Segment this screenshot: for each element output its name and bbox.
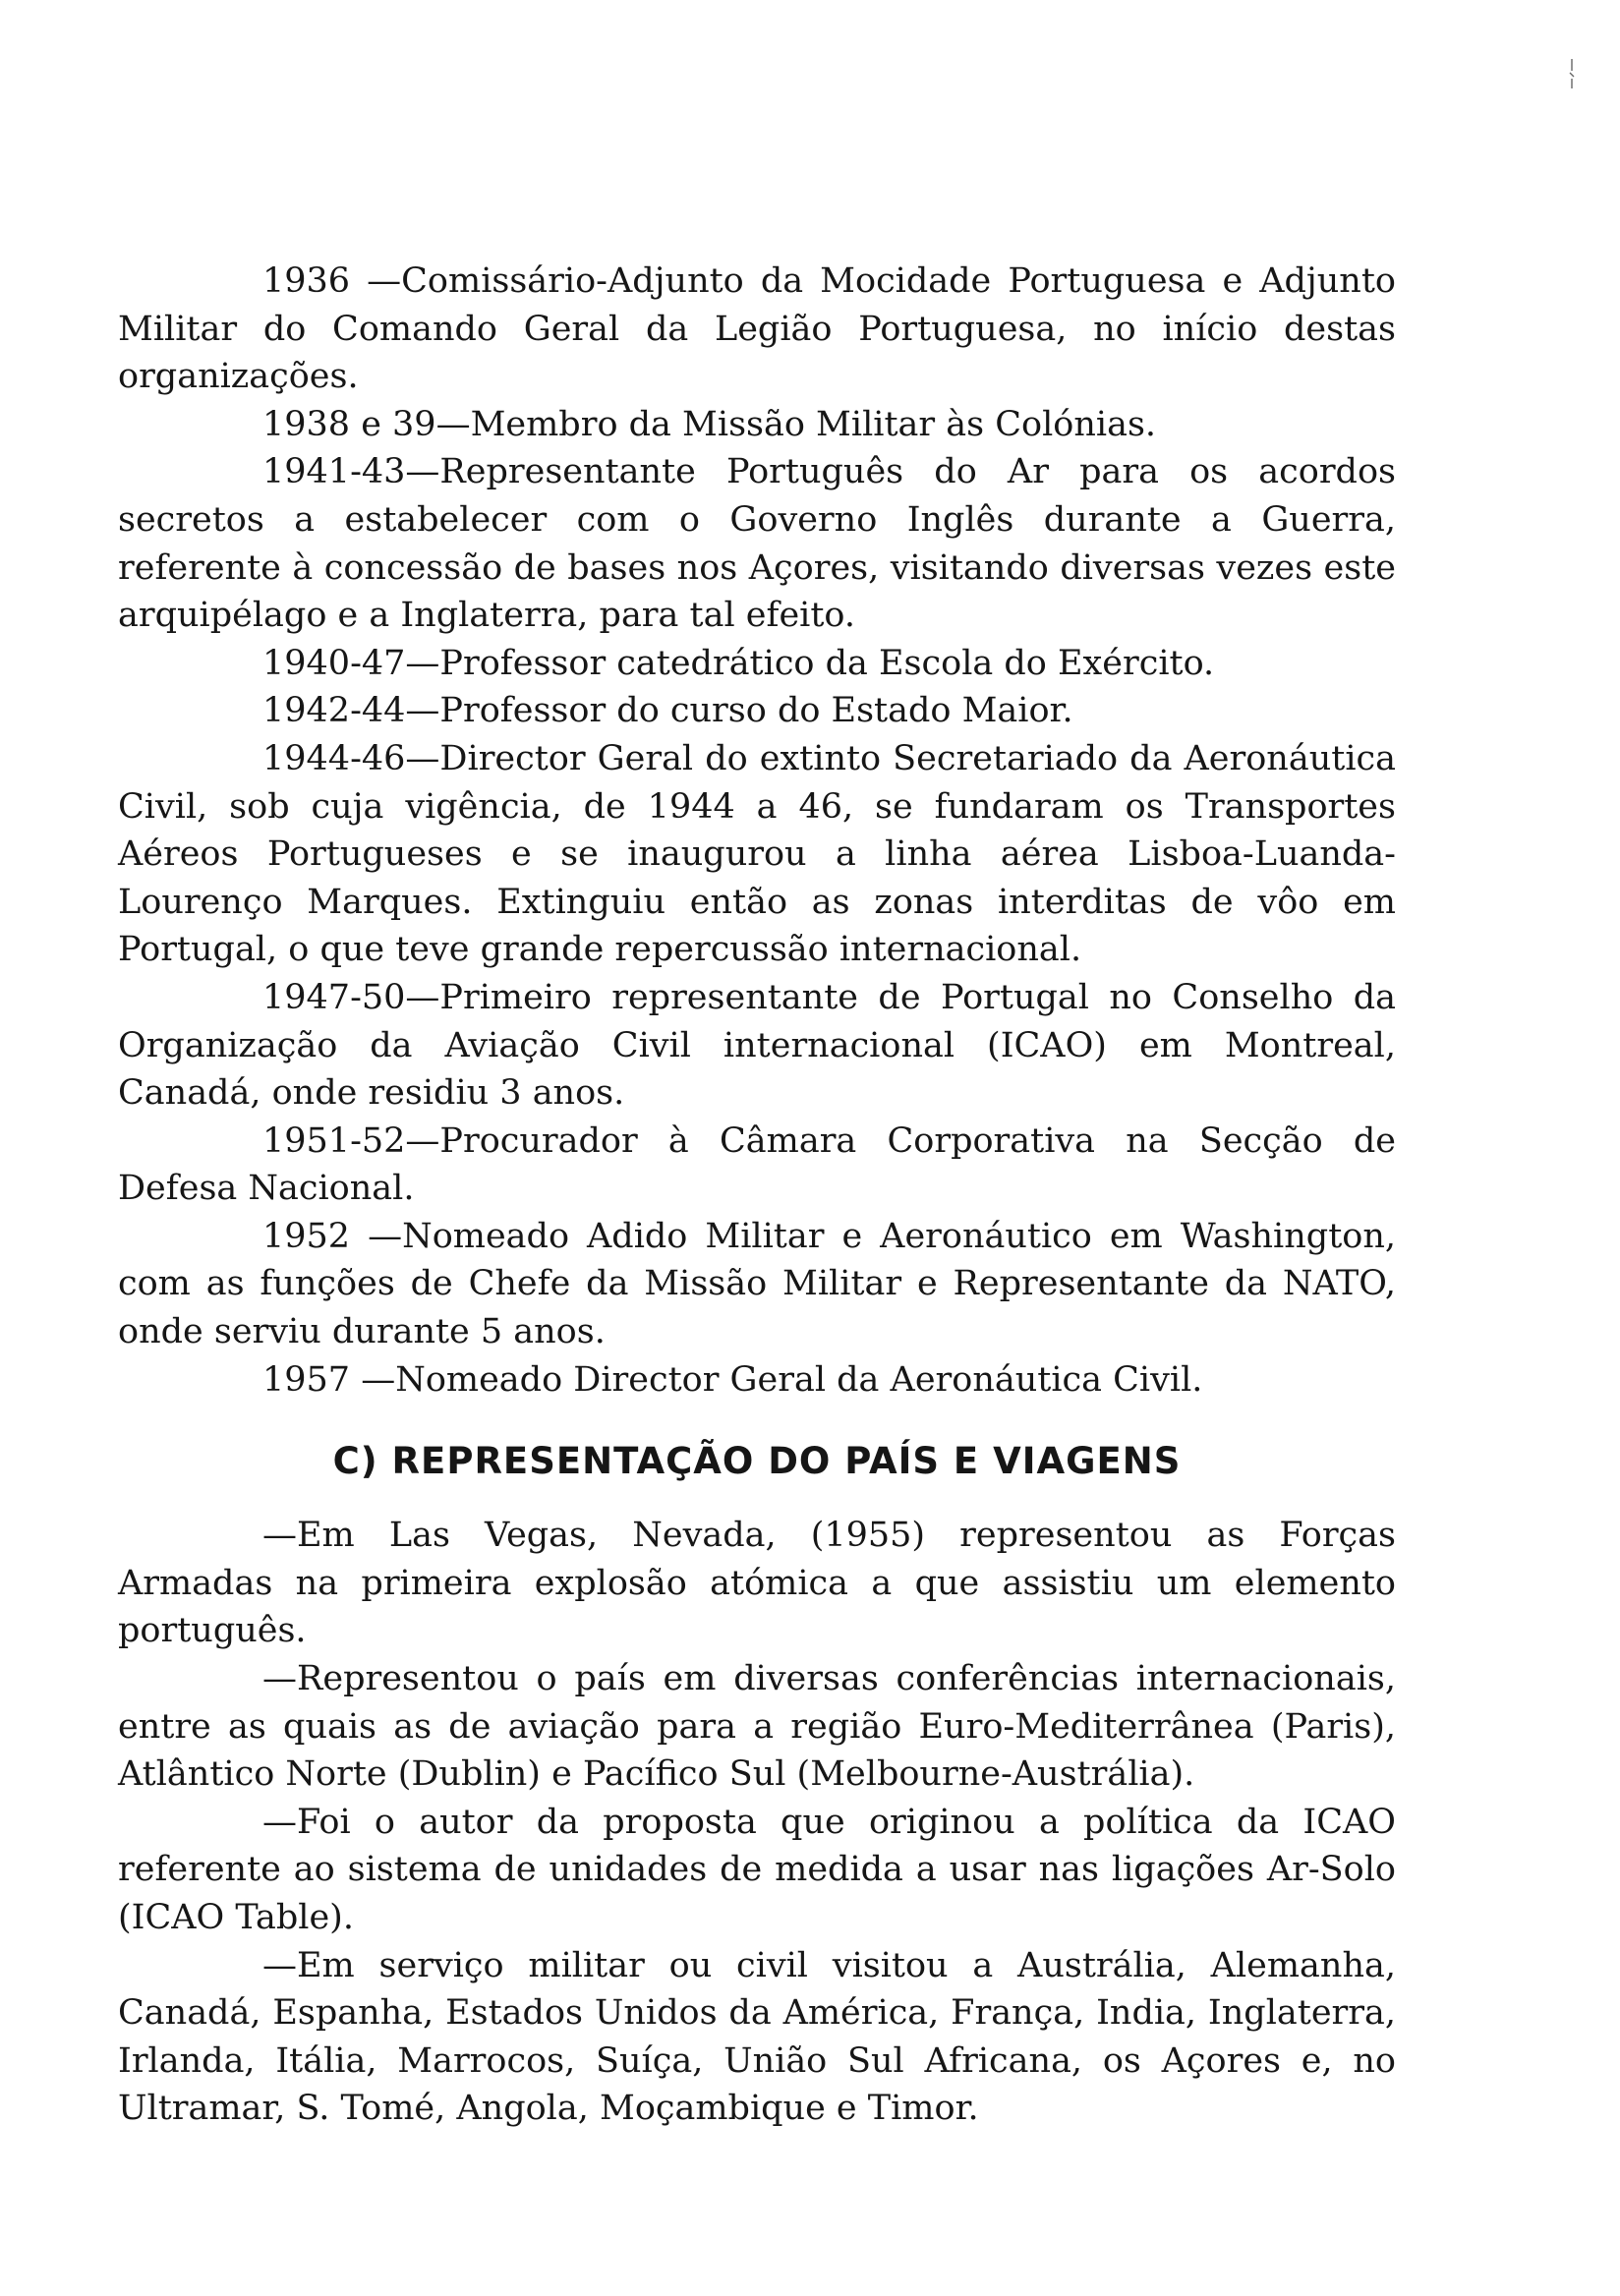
scan-mark-icon — [1567, 57, 1577, 90]
career-entry-1952: 1952 —Nomeado Adido Militar e Aeronáutico em Washington, com as funções de Chefe da Missão Militar e Representante da NATO, onde serviu durante 5 anos. — [118, 1216, 1396, 1352]
document-page — [118, 258, 1396, 2133]
representation-countries: —Em serviço militar ou civil visitou a Austrália, Alemanha, Canadá, Espanha, Estados Unidos da América, França, India, Inglaterra, Irlanda, Itália, Marrocos, Suíça, União Sul Africana, os Açores e, no Ultramar, S. Tomé, Angola, Moçambique e Timor. — [118, 1945, 1396, 2129]
representation-section — [118, 1512, 1396, 2133]
career-entry-1957: 1957 —Nomeado Director Geral da Aeronáutica Civil. — [262, 1359, 1203, 1400]
career-section — [118, 258, 1396, 1404]
career-entry-1951: 1951-52—Procurador à Câmara Corporativa na Secção de Defesa Nacional. — [118, 1120, 1396, 1209]
career-entry-1938: 1938 e 39—Membro da Missão Militar às Colónias. — [262, 404, 1157, 444]
representation-las-vegas: —Em Las Vegas, Nevada, (1955) representou as Forças Armadas na primeira explosão atómica a que assistiu um elemento português. — [118, 1516, 1396, 1651]
representation-conferences: —Representou o país em diversas conferências internacionais, entre as quais as de aviação para a região Euro-Mediterrânea (Paris), Atlântico Norte (Dublin) e Pacífico Sul (Melbourne-Austrália). — [118, 1659, 1396, 1795]
representation-icao-table: —Foi o autor da proposta que originou a política da ICAO referente ao sistema de unidades de medida a usar nas ligações Ar-Solo (ICAO Table). — [118, 1802, 1396, 1937]
career-entry-1941: 1941-43—Representante Português do Ar para os acordos secretos a estabelecer com o Governo Inglês durante a Guerra, referente à concessão de bases nos Açores, visitando diversas vezes este arquipélago e a Inglaterra, para tal efeito. — [118, 452, 1396, 636]
career-entry-1947: 1947-50—Primeiro representante de Portugal no Conselho da Organização da Aviação Civil internacional (ICAO) em Montreal, Canadá, onde residiu 3 anos. — [118, 977, 1396, 1114]
section-heading: C) REPRESENTAÇÃO DO PAÍS E VIAGENS — [332, 1440, 1182, 1483]
career-entry-1936: 1936 —Comissário-Adjunto da Mocidade Portuguesa e Adjunto Militar do Comando Geral da Legião Portuguesa, no início destas organizações. — [118, 261, 1396, 397]
career-entry-1944: 1944-46—Director Geral do extinto Secretariado da Aeronáutica Civil, sob cuja vigência, de 1944 a 46, se fundaram os Transportes Aéreos Portugueses e se inaugurou a linha aérea Lisboa-Luanda-Lourenço Marques. Extinguiu então as zonas interditas de vôo em Portugal, o que teve grande repercussão internacional. — [118, 738, 1396, 970]
career-entry-1942: 1942-44—Professor do curso do Estado Maior. — [262, 691, 1073, 731]
career-entry-1940: 1940-47—Professor catedrático da Escola do Exército. — [262, 643, 1215, 683]
